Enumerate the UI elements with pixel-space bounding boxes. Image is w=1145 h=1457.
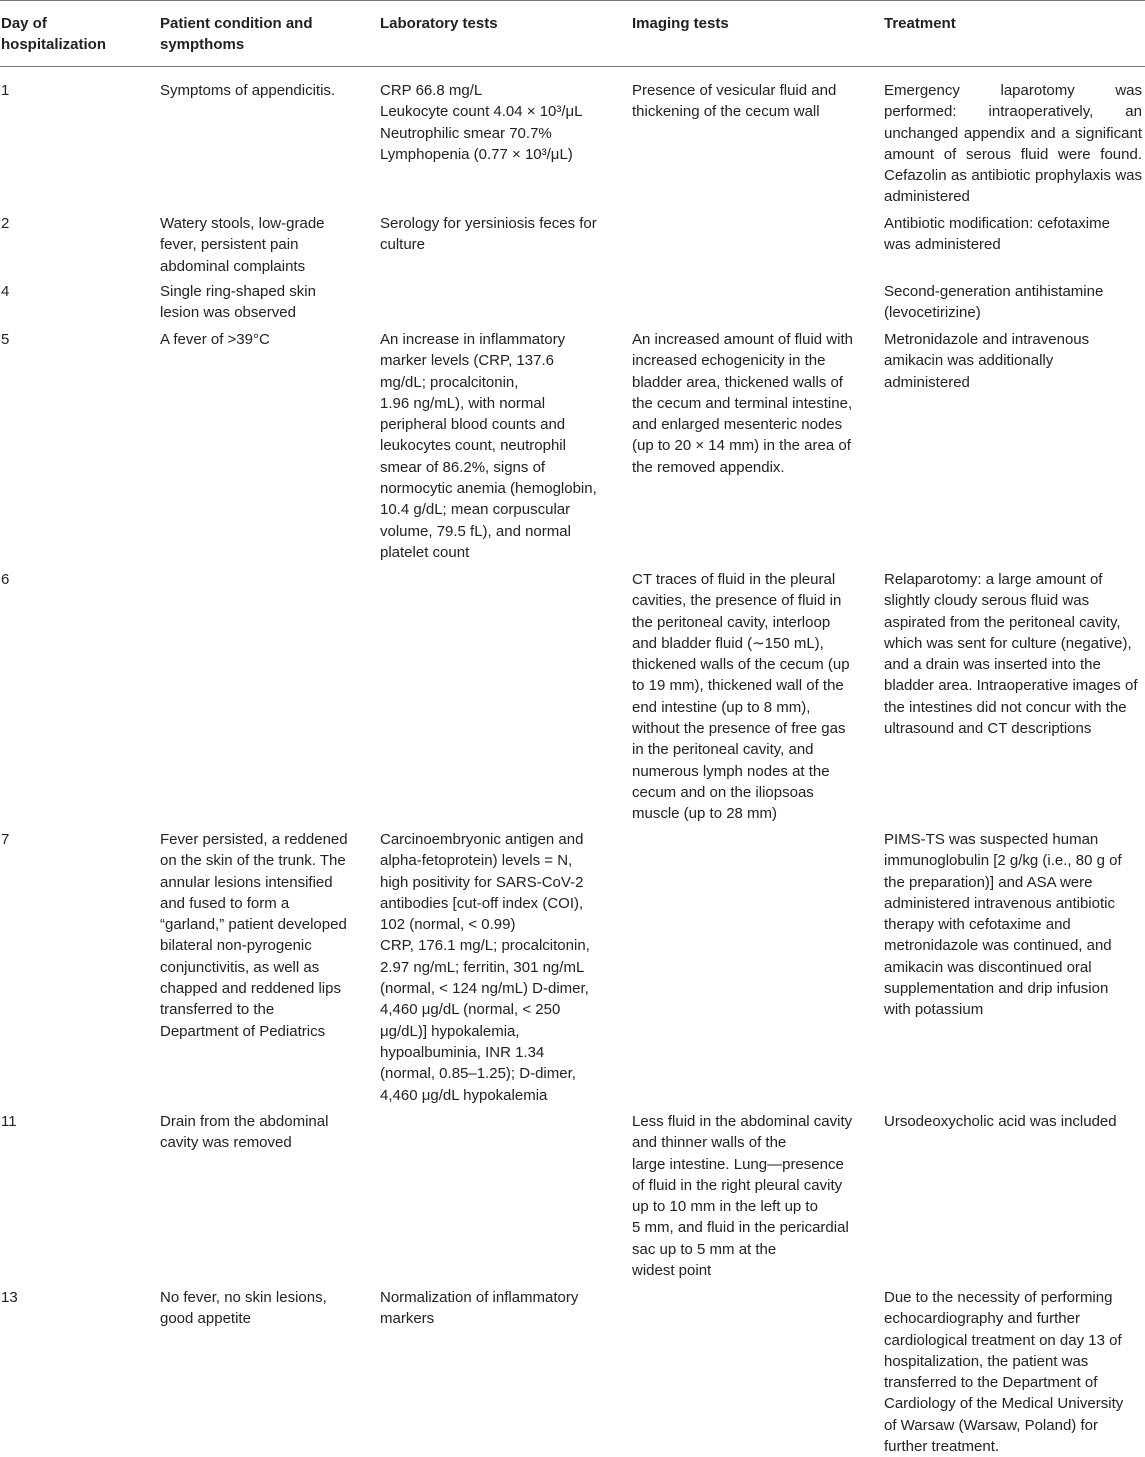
cell-day: 4: [1, 283, 10, 300]
cell-imaging: Less fluid in the abdominal cavity and thinner walls of the large intestine. Lung—presence of fluid in the right pleural cavity up to 10 mm in the left up to 5 mm, and fluid in the pericardial sac up to 5 mm at the widest point: [632, 1113, 853, 1280]
cell-condition: Drain from the abdominal cavity was removed: [160, 1113, 329, 1152]
table-header-row: [0, 0, 1145, 67]
cell-condition: A fever of >39°C: [160, 331, 270, 348]
cell-day: 5: [1, 331, 10, 348]
cell-lab: [380, 281, 632, 329]
cell-lab: [380, 569, 632, 829]
table-row: [0, 569, 1145, 829]
cell-day: 6: [1, 571, 10, 588]
cell-treatment: Due to the necessity of performing echocardiography and further cardiological treatment on day 13 of hospitalization, the patient was transferred to the Department of Cardiology of the Medical University of Warsaw (Warsaw, Poland) for further treatment.: [884, 1289, 1124, 1456]
cell-condition: No fever, no skin lesions, good appetite: [160, 1289, 327, 1328]
cell-treatment: Antibiotic modification: cefotaxime was administered: [884, 215, 1110, 254]
cell-condition: Single ring-shaped skin lesion was observed: [160, 283, 316, 322]
table-row: [0, 80, 1145, 206]
cell-condition: Symptoms of appendicitis.: [160, 82, 336, 99]
cell-imaging: [632, 829, 884, 1111]
cell-day: 7: [1, 831, 10, 848]
cell-lab: An increase in inflammatory marker levels (CRP, 137.6 mg/dL; procalcitonin, 1.96 ng/mL), with normal peripheral blood counts and leukocytes count, neutrophil smear of 86.2%, signs of normocytic anemia (hemoglobin, 10.4 g/dL; mean corpuscular volume, 79.5 fL), and normal platelet count: [380, 331, 597, 561]
cell-lab: Normalization of inflammatory markers: [380, 1289, 579, 1328]
header-day: Day of hospitalization: [1, 15, 106, 54]
table-row: [0, 1111, 1145, 1287]
table-row: [0, 1287, 1145, 1457]
cell-treatment: Second-generation antihistamine (levocetirizine): [884, 283, 1104, 322]
cell-imaging: CT traces of fluid in the pleural cavities, the presence of fluid in the peritoneal cavity, interloop and bladder fluid (∼150 mL), thickened walls of the cecum (up to 19 mm), thickened wall of the end intestine (up to 8 mm), without the presence of free gas in the peritoneal cavity, and numerous lymph nodes at the cecum and on the iliopsoas muscle (up to 28 mm): [632, 571, 850, 823]
table-row: [0, 829, 1145, 1111]
header-lab: Laboratory tests: [380, 15, 498, 32]
cell-lab: CRP 66.8 mg/L Leukocyte count 4.04 × 10³/μL Neutrophilic smear 70.7% Lymphopenia (0.77 × 10³/μL): [380, 82, 583, 163]
cell-lab: Serology for yersiniosis feces for culture: [380, 215, 597, 254]
cell-lab: [380, 1111, 632, 1287]
cell-day: 1: [1, 82, 10, 99]
cell-imaging: An increased amount of fluid with increased echogenicity in the bladder area, thickened walls of the cecum and terminal intestine, and enlarged mesenteric nodes (up to 20 × 14 mm) in the area of the removed appendix.: [632, 331, 853, 476]
cell-treatment: PIMS-TS was suspected human immunoglobulin [2 g/kg (i.e., 80 g of the preparation)] and ASA were administered intravenous antibiotic therapy with cefotaxime and metronidazole was continued, and amikacin was discontinued oral supplementation and drip infusion with potassium: [884, 831, 1122, 1019]
table-row: [0, 281, 1145, 329]
cell-condition: Watery stools, low-grade fever, persistent pain abdominal complaints: [160, 215, 325, 275]
cell-condition: [160, 569, 380, 829]
cell-treatment: Emergency laparotomy was performed: intraoperatively, an unchanged appendix and a significant amount of serous fluid were found. Cefazolin as antibiotic prophylaxis was administered: [884, 82, 1142, 206]
cell-condition: Fever persisted, a reddened on the skin of the trunk. The annular lesions intensified and fused to form a “garland,” patient developed bilateral non-pyrogenic conjunctivitis, as well as chapped and reddened lips transferred to the Department of Pediatrics: [160, 831, 348, 1040]
cell-day: 13: [1, 1289, 18, 1306]
cell-imaging: Presence of vesicular fluid and thickening of the cecum wall: [632, 82, 837, 121]
header-imaging: Imaging tests: [632, 15, 729, 32]
table-row: [0, 329, 1145, 569]
cell-treatment: Ursodeoxycholic acid was included: [884, 1113, 1117, 1130]
cell-treatment: Metronidazole and intravenous amikacin was additionally administered: [884, 331, 1090, 391]
cell-day: 2: [1, 215, 10, 232]
cell-imaging: [632, 213, 884, 281]
cell-imaging: [632, 281, 884, 329]
cell-imaging: [632, 1287, 884, 1457]
header-condition: Patient condition and sympthoms: [160, 15, 313, 54]
cell-day: 11: [1, 1113, 17, 1130]
header-treatment: Treatment: [884, 15, 956, 32]
cell-treatment: Relaparotomy: a large amount of slightly cloudy serous fluid was aspirated from the peritoneal cavity, which was sent for culture (negative), and a drain was inserted into the bladder area. Intraoperative images of the intestines did not concur with the ultrasound and CT descriptions: [884, 571, 1138, 738]
table-row: [0, 213, 1145, 281]
cell-lab: Carcinoembryonic antigen and alpha-fetoprotein) levels = N, high positivity for SARS-CoV-2 antibodies [cut-off index (COI), 102 (normal, < 0.99) CRP, 176.1 mg/L; procalcitonin, 2.97 ng/mL; ferritin, 301 ng/mL (normal, < 124 ng/mL) D-dimer, 4,460 μg/dL (normal, < 250 μg/dL)] hypokalemia, hypoalbuminia, INR 1.34 (normal, 0.85–1.25); D-dimer, 4,460 μg/dL hypokalemia: [380, 831, 590, 1104]
